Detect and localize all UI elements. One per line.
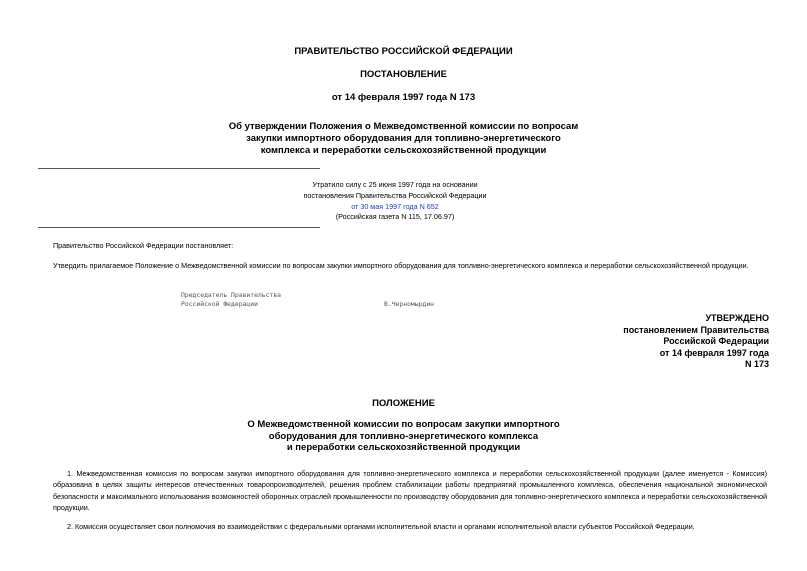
signature-position-line: Председатель Правительства xyxy=(181,291,282,299)
approval-line: УТВЕРЖДЕНО xyxy=(705,313,769,323)
title-line: закупки импортного оборудования для топливно-энергетического xyxy=(246,133,561,144)
subtitle-line: О Межведомственной комиссии по вопросам закупки импортного xyxy=(247,419,560,430)
regulation-subtitle xyxy=(0,419,807,454)
signature-name: В.Черномырдин xyxy=(384,300,435,308)
signature-position-line: Российской Федерации xyxy=(181,300,258,308)
status-note-line: постановления Правительства Российской Федерации xyxy=(303,190,487,200)
signature-position xyxy=(181,291,281,309)
subtitle-line: оборудования для топливно-энергетического комплекса xyxy=(268,430,539,442)
approval-line: постановлением Правительства xyxy=(623,324,769,335)
government-heading: ПРАВИТЕЛЬСТВО РОССИЙСКОЙ ФЕДЕРАЦИИ xyxy=(294,46,513,57)
status-note-line: Утратило силу с 25 июня 1997 года на основании xyxy=(312,180,478,189)
clause-1: 1. Межведомственная комиссия по вопросам закупки импортного оборудования для топливно-энергетического комплекса и переработки сельскохозяйственной продукции (далее именуется - Комиссия) образована в целях защиты интересов отечественных товаропроизводителей, решения проблем стабилизации работы предприятий промышленного комплекса, обеспечения национальной экономической безопасности и максимального использования возможностей оборонных отраслей промышленности по производству оборудования для топливно-энергетического комплекса и переработки сельскохозяйственной продукции. xyxy=(53,469,767,512)
repeal-decree-link[interactable]: от 30 мая 1997 года N 652 xyxy=(351,201,439,211)
divider-bottom xyxy=(38,227,320,228)
subtitle-line: и переработки сельскохозяйственной продукции xyxy=(286,442,521,453)
decree-text: Утвердить прилагаемое Положение о Межведомственной комиссии по вопросам закупки импортного оборудования для топливно-энергетического комплекса и переработки сельскохозяйственной продукции. xyxy=(53,261,749,270)
approval-line: Российской Федерации xyxy=(663,336,769,346)
document-type: ПОСТАНОВЛЕНИЕ xyxy=(360,69,447,80)
status-note-line: (Российская газета N 115, 17.06.97) xyxy=(335,212,455,222)
clause-2: 2. Комиссия осуществляет свои полномочия во взаимодействии с федеральными органами исполнительной власти и органами исполнительной власти субъектов Российской Федерации. xyxy=(67,522,695,531)
title-line: комплекса и переработки сельскохозяйственной продукции xyxy=(260,145,547,156)
approval-line: от 14 февраля 1997 года xyxy=(659,347,769,358)
title-line: Об утверждении Положения о Межведомственной комиссии по вопросам xyxy=(228,121,579,132)
divider-top xyxy=(38,168,320,169)
approval-line: N 173 xyxy=(744,359,769,369)
document-title xyxy=(0,121,807,157)
status-note xyxy=(230,180,560,223)
decree-intro: Правительство Российской Федерации постановляет: xyxy=(53,241,234,250)
approval-stamp xyxy=(623,313,769,371)
document-date-number: от 14 февраля 1997 года N 173 xyxy=(331,92,476,103)
regulation-heading: ПОЛОЖЕНИЕ xyxy=(372,398,435,409)
